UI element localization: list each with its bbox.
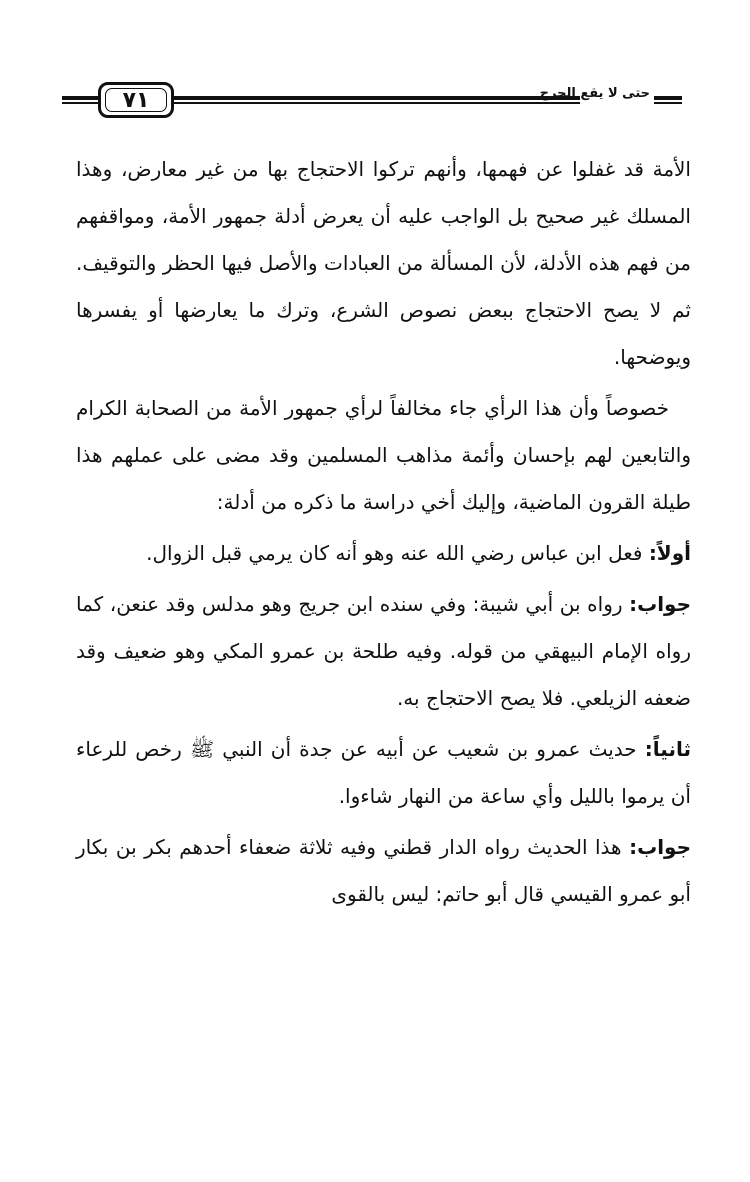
paragraph-text: الأمة قد غفلوا عن فهمها، وأنهم تركوا الاحتجاج بها من غير معارض، وهذا المسلك غير صحيح بل الواجب عليه أن يعرض أدلة جمهور الأمة، ومواقفهم من فهم هذه الأدلة، لأن المسألة من العبادات والأصل فيها الحظر والتوقيف. ثم لا يصح الاحتجاج ببعض نصوص الشرع، وترك ما يعارضها أو يفسرها ويوضحها.	[76, 157, 691, 369]
paragraph-answer	[76, 824, 691, 918]
running-header	[62, 82, 682, 122]
paragraph-text: خصوصاً وأن هذا الرأي جاء مخالفاً لرأي جمهور الأمة من الصحابة الكرام والتابعين لهم بإحسان وأئمة مذاهب المسلمين وقد مضى على عملهم هذا طيلة القرون الماضية، وإليك أخي دراسة ما ذكره من أدلة:	[76, 396, 691, 514]
paragraph-first-evidence	[76, 530, 691, 577]
header-rule-left	[62, 96, 98, 104]
paragraph-answer	[76, 581, 691, 722]
page-number: ٧١	[122, 87, 150, 113]
body-text	[76, 146, 691, 918]
paragraph-text: رواه بن أبي شيبة: وفي سنده ابن جريج وهو مدلس وقد عنعن، كما رواه الإمام البيهقي من قوله. وفيه طلحة بن عمرو المكي وهو ضعيف وقد ضعفه الزيلعي. فلا يصح الاحتجاج به.	[76, 592, 691, 710]
page-number-frame	[98, 82, 174, 118]
paragraph-lead: أولاً:	[648, 541, 691, 565]
paragraph	[76, 146, 691, 381]
paragraph-text: حديث عمرو بن شعيب عن أبيه عن جدة أن النبي ﷺ رخص للرعاء أن يرموا بالليل وأي ساعة من النهار شاءوا.	[76, 737, 691, 808]
header-rule-right	[654, 96, 682, 104]
paragraph-lead: ثانياً:	[644, 737, 691, 761]
paragraph-second-evidence	[76, 726, 691, 820]
paragraph-text: فعل ابن عباس رضي الله عنه وهو أنه كان يرمي قبل الزوال.	[146, 541, 649, 565]
paragraph-lead: جواب:	[629, 592, 691, 616]
running-title: حتى لا يقع الحرج	[539, 86, 650, 101]
paragraph-lead: جواب:	[629, 835, 691, 859]
header-rule-middle	[174, 96, 580, 104]
paragraph-text: هذا الحديث رواه الدار قطني وفيه ثلاثة ضعفاء أحدهم بكر بن بكار أبو عمرو القيسي قال أبو حاتم: ليس بالقوى	[76, 835, 691, 906]
paragraph	[76, 385, 691, 526]
